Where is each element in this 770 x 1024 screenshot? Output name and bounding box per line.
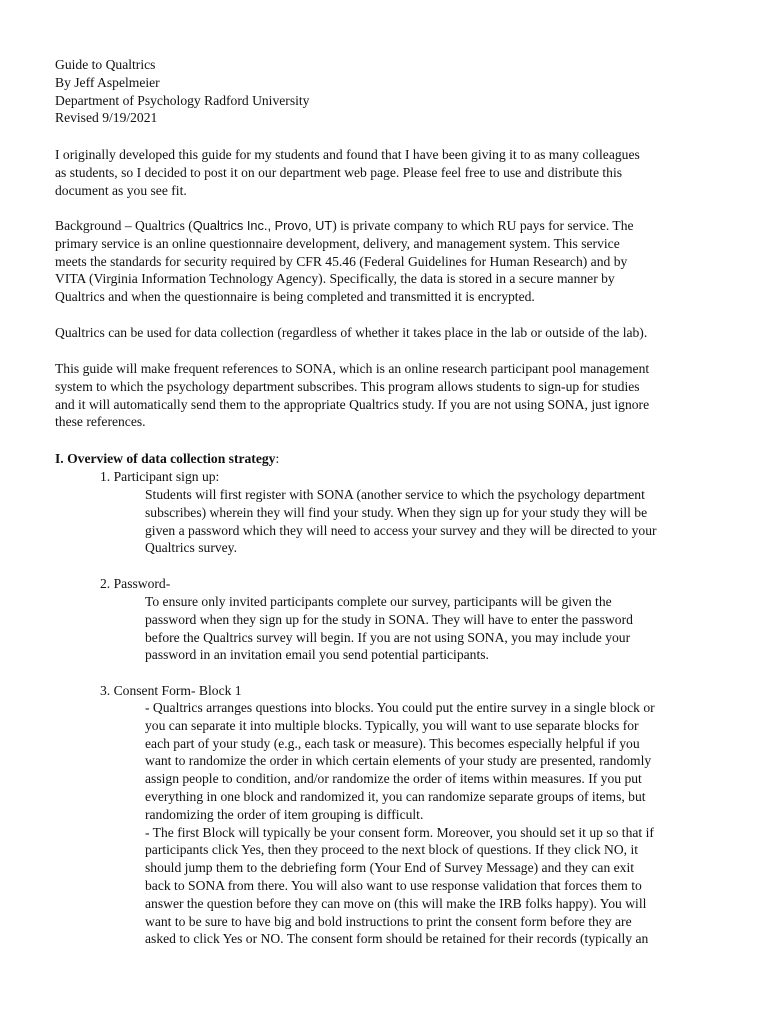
paragraph-line: you can separate it into multiple blocks. Typically, you will want to use separate blocks for: [145, 717, 639, 733]
paragraph-line: To ensure only invited participants complete our survey, participants will be given the: [145, 594, 612, 609]
usage-paragraph: [55, 324, 720, 342]
paragraph-line: [55, 217, 720, 235]
paragraph-line: This guide will make frequent references to SONA, which is an online research participant pool management: [55, 361, 650, 376]
paragraph-line: Qualtrics survey.: [145, 540, 237, 556]
background-lead-rest: ) is private company to which RU pays for service. The: [332, 218, 634, 233]
paragraph-line: meets the standards for security required by CFR 45.46 (Federal Guidelines for Human Research) and by: [55, 253, 628, 269]
paragraph-line: password in an invitation email you send potential participants.: [145, 647, 489, 663]
document-revised-date: Revised 9/19/2021: [55, 110, 158, 126]
paragraph-line: document as you see fit.: [55, 182, 187, 198]
paragraph-line: want to be sure to have big and bold instructions to print the consent form before they are: [145, 913, 632, 929]
section-heading-text: I. Overview of data collection strategy: [55, 451, 276, 466]
list-item-title: 2. Password-: [100, 576, 171, 591]
paragraph-line: Students will first register with SONA (another service to which the psychology department: [145, 487, 645, 502]
background-lead: Background – Qualtrics (: [55, 218, 193, 233]
list-item-body: [145, 699, 725, 948]
document-title: Guide to Qualtrics: [55, 57, 156, 72]
paragraph-line: each part of your study (e.g., each task or measure). This becomes especially helpful if you: [145, 735, 640, 751]
paragraph-line: back to SONA from there. You will also want to use response validation that forces them to: [145, 877, 642, 893]
paragraph-line: I originally developed this guide for my students and found that I have been giving it to as many colleagues: [55, 147, 640, 162]
company-name: Qualtrics Inc., Provo, UT: [192, 218, 333, 233]
paragraph-line: before the Qualtrics survey will begin. If you are not using SONA, you may include your: [145, 629, 631, 645]
paragraph-line: should jump them to the debriefing form (Your End of Survey Message) and they can exit: [145, 860, 635, 876]
paragraph-line: and it will automatically send them to the appropriate Qualtrics study. If you are not using SONA, just ignore: [55, 396, 650, 412]
paragraph-line: these references.: [55, 414, 146, 430]
background-paragraph: [55, 217, 720, 306]
paragraph-line: Qualtrics can be used for data collection (regardless of whether it takes place in the lab or outside of the lab).: [55, 325, 648, 340]
paragraph-line: - Qualtrics arranges questions into blocks. You could put the entire survey in a single block or: [145, 700, 655, 715]
list-item-title: 1. Participant sign up:: [100, 469, 220, 484]
list-item-body: [145, 486, 725, 557]
sona-paragraph: [55, 360, 720, 431]
paragraph-line: everything in one block and randomized it, you can randomize separate groups of items, but: [145, 788, 646, 804]
list-item-title: 3. Consent Form- Block 1: [100, 683, 242, 698]
section-heading-colon: :: [275, 451, 280, 466]
section-heading: [55, 450, 720, 468]
paragraph-line: password when they sign up for the study in SONA. They will have to enter the password: [145, 611, 633, 627]
paragraph-line: system to which the psychology department subscribes. This program allows students to sign-up for studies: [55, 378, 640, 394]
paragraph-line: assign people to condition, and/or randomize the order of items within measures. If you put: [145, 771, 642, 787]
paragraph-line: - The first Block will typically be your consent form. Moreover, you should set it up so that if: [145, 824, 654, 840]
document-department: Department of Psychology Radford University: [55, 92, 310, 108]
paragraph-line: VITA (Virginia Information Technology Agency). Specifically, the data is stored in a secure manner by: [55, 271, 615, 287]
intro-paragraph: [55, 146, 720, 199]
paragraph-line: given a password which they will need to access your survey and they will be directed to your: [145, 522, 657, 538]
paragraph-line: subscribes) wherein they will find your study. When they sign up for your study they will be: [145, 504, 648, 520]
paragraph-line: want to randomize the order in which certain elements of your study are presented, randomly: [145, 753, 652, 769]
paragraph-line: primary service is an online questionnaire development, delivery, and management system. This service: [55, 235, 620, 251]
paragraph-line: Qualtrics and when the questionnaire is being completed and transmitted it is encrypted.: [55, 289, 535, 305]
paragraph-line: asked to click Yes or NO. The consent form should be retained for their records (typically an: [145, 931, 649, 947]
paragraph-line: as students, so I decided to post it on our department web page. Please feel free to use and distribute this: [55, 164, 623, 180]
document-header: [55, 56, 720, 127]
paragraph-line: answer the question before they can move on (this will make the IRB folks happy). You will: [145, 895, 647, 911]
paragraph-line: randomizing the order of item grouping is difficult.: [145, 806, 424, 822]
list-item-body: [145, 593, 725, 664]
document-author: By Jeff Aspelmeier: [55, 74, 160, 90]
paragraph-line: participants click Yes, then they proceed to the next block of questions. If they click NO, it: [145, 842, 639, 858]
